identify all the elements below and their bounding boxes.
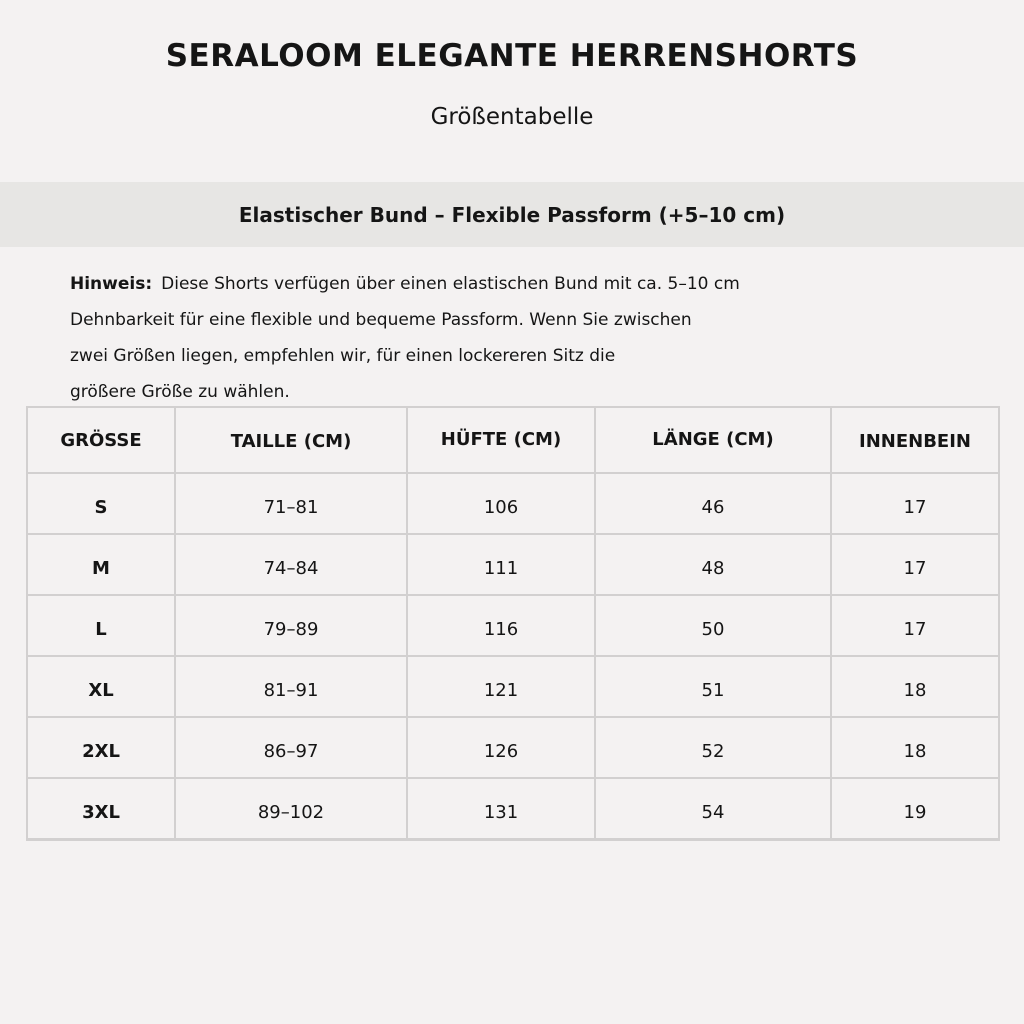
inseam-cell: 18	[831, 717, 999, 778]
length-cell: 48	[595, 534, 831, 595]
hip-cell: 106	[407, 473, 595, 534]
size-cell: S	[27, 473, 175, 534]
size-cell: M	[27, 534, 175, 595]
size-table	[26, 406, 1000, 841]
fit-note-line-4: größere Größe zu wählen.	[70, 382, 290, 402]
length-cell: 52	[595, 717, 831, 778]
hip-cell: 131	[407, 778, 595, 839]
column-header-length: LÄNGE (CM)	[595, 407, 831, 473]
column-header-inseam: INNENBEIN	[831, 407, 999, 473]
waist-cell: 89–102	[175, 778, 407, 839]
hip-cell: 116	[407, 595, 595, 656]
fit-note-line-3: zwei Größen liegen, empfehlen wir, für einen lockereren Sitz die	[70, 346, 616, 366]
column-header-waist: TAILLE (CM)	[175, 407, 407, 473]
table-row	[27, 778, 999, 839]
fit-note-label: Hinweis:	[70, 274, 153, 294]
column-header-size: GRÖSSE	[27, 407, 175, 473]
page-subtitle: Größentabelle	[430, 104, 594, 130]
waistband-banner-text: Elastischer Bund – Flexible Passform (+5–10 cm)	[238, 202, 786, 227]
table-row	[27, 595, 999, 656]
fit-note	[70, 266, 970, 410]
waist-cell: 71–81	[175, 473, 407, 534]
waist-cell: 79–89	[175, 595, 407, 656]
inseam-cell: 17	[831, 473, 999, 534]
size-cell: 2XL	[27, 717, 175, 778]
inseam-cell: 17	[831, 595, 999, 656]
fit-note-text: Diese Shorts verfügen über einen elastischen Bund mit ca. 5–10 cm	[161, 274, 740, 294]
inseam-cell: 18	[831, 656, 999, 717]
hip-cell: 121	[407, 656, 595, 717]
table-row	[27, 534, 999, 595]
size-cell: 3XL	[27, 778, 175, 839]
hip-cell: 111	[407, 534, 595, 595]
table-row	[27, 717, 999, 778]
table-row	[27, 473, 999, 534]
page-title: SERALOOM ELEGANTE HERRENSHORTS	[165, 38, 859, 74]
size-cell: L	[27, 595, 175, 656]
length-cell: 51	[595, 656, 831, 717]
fit-note-line-2: Dehnbarkeit für eine flexible und bequeme Passform. Wenn Sie zwischen	[70, 310, 692, 330]
fit-note-line-1	[70, 266, 970, 302]
length-cell: 54	[595, 778, 831, 839]
waistband-banner	[0, 182, 1024, 247]
length-cell: 50	[595, 595, 831, 656]
length-cell: 46	[595, 473, 831, 534]
waist-cell: 81–91	[175, 656, 407, 717]
size-cell: XL	[27, 656, 175, 717]
inseam-cell: 19	[831, 778, 999, 839]
size-table-header-row	[27, 407, 999, 473]
hip-cell: 126	[407, 717, 595, 778]
column-header-hip: HÜFTE (CM)	[407, 407, 595, 473]
inseam-cell: 17	[831, 534, 999, 595]
table-row	[27, 656, 999, 717]
waist-cell: 74–84	[175, 534, 407, 595]
waist-cell: 86–97	[175, 717, 407, 778]
